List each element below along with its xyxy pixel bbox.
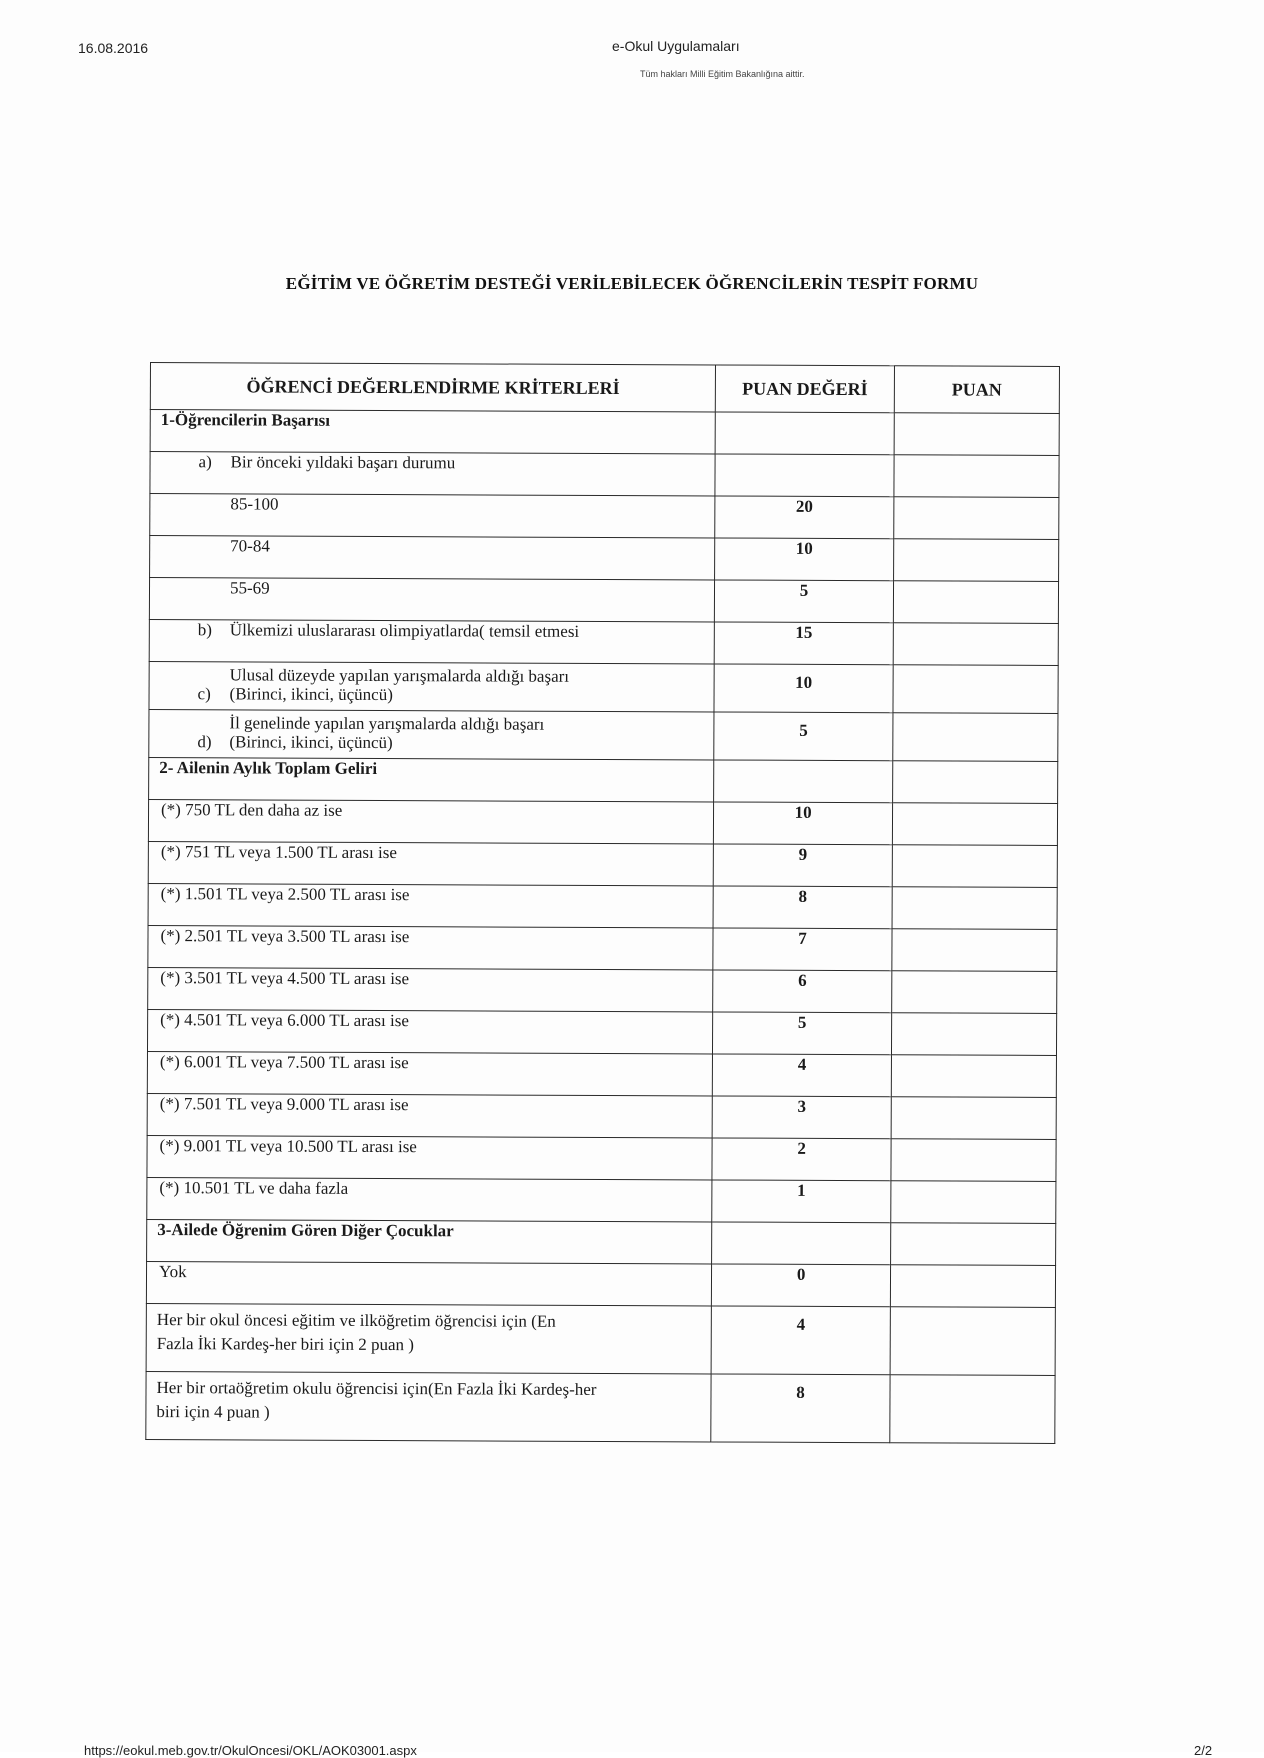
table-row — [147, 1093, 1056, 1139]
table-row — [149, 709, 1058, 761]
point-value: 9 — [714, 844, 892, 887]
table-row — [150, 452, 1059, 498]
points-cell[interactable] — [892, 887, 1057, 930]
point-value: 5 — [713, 1012, 891, 1055]
points-cell[interactable] — [891, 1055, 1056, 1098]
sibling-sublabel: Fazla İki Kardeş-her biri için 2 puan ) — [156, 1334, 415, 1355]
point-value: 8 — [711, 1374, 890, 1443]
empty-cell — [712, 1222, 890, 1265]
points-cell[interactable] — [891, 971, 1056, 1014]
print-date: 16.08.2016 — [78, 40, 149, 56]
empty-cell — [714, 760, 892, 803]
form-title: EĞİTİM VE ÖĞRETİM DESTEĞİ VERİLEBİLECEK ÖĞRENCİLERİN TESPİT FORMU — [285, 274, 979, 293]
section-2-row — [149, 757, 1058, 803]
points-cell[interactable] — [893, 623, 1058, 666]
table-row — [146, 1371, 1055, 1443]
criterion-c — [149, 661, 715, 711]
table-row — [149, 619, 1058, 665]
criterion-label: 70-84 — [150, 536, 716, 580]
income-label: (*) 6.001 TL veya 7.500 TL arası ise — [147, 1051, 713, 1095]
table-row — [147, 1135, 1056, 1181]
points-cell[interactable] — [890, 1307, 1056, 1376]
income-label: (*) 750 TL den daha az ise — [148, 799, 714, 843]
points-cell[interactable] — [890, 1265, 1055, 1308]
item-letter: a) — [198, 452, 212, 472]
point-value: 0 — [712, 1264, 890, 1307]
points-cell[interactable] — [893, 539, 1058, 582]
criterion-label: Ulusal düzeyde yapılan yarışmalarda aldığı başarı — [229, 665, 570, 686]
criterion-label: Ülkemizi uluslararası olimpiyatlarda( temsil etmesi — [229, 620, 580, 641]
income-label: (*) 4.501 TL veya 6.000 TL arası ise — [147, 1009, 713, 1053]
criterion-label: Bir önceki yıldaki başarı durumu — [230, 452, 456, 473]
criterion-label-block — [230, 665, 570, 704]
criteria-table — [145, 362, 1060, 1444]
empty-cell — [715, 454, 893, 497]
point-value: 2 — [712, 1138, 890, 1181]
income-label: (*) 1.501 TL veya 2.500 TL arası ise — [148, 883, 714, 927]
table-row — [146, 1303, 1055, 1375]
criterion-d — [149, 709, 715, 759]
point-value: 5 — [715, 580, 893, 623]
page-url: https://eokul.meb.gov.tr/OkulOncesi/OKL/AOK03001.aspx — [84, 1743, 417, 1758]
income-label: (*) 7.501 TL veya 9.000 TL arası ise — [147, 1093, 713, 1137]
points-cell[interactable] — [890, 1181, 1055, 1224]
points-cell[interactable] — [892, 713, 1057, 762]
point-value: 10 — [714, 664, 893, 713]
table-row — [148, 841, 1057, 887]
points-cell[interactable] — [892, 803, 1057, 846]
point-value: 10 — [715, 538, 893, 581]
income-label: (*) 10.501 TL ve daha fazla — [147, 1177, 713, 1221]
income-label: (*) 9.001 TL veya 10.500 TL arası ise — [147, 1135, 713, 1179]
criterion-label-block — [229, 713, 544, 752]
item-letter: d) — [197, 732, 212, 752]
point-value: 4 — [711, 1306, 890, 1375]
table-row — [148, 967, 1057, 1013]
section-2-title: 2- Ailenin Aylık Toplam Geliri — [149, 757, 715, 801]
points-cell[interactable] — [893, 497, 1058, 540]
sibling-label: Her bir ortaöğretim okulu öğrencisi için(En Fazla İki Kardeş-her — [156, 1378, 597, 1399]
point-value: 8 — [713, 886, 891, 929]
points-cell[interactable] — [891, 1013, 1056, 1056]
criterion-label: 85-100 — [150, 494, 716, 538]
points-cell[interactable] — [894, 455, 1059, 498]
criterion-sublabel: (Birinci, ikinci, üçüncü) — [229, 684, 393, 705]
criterion-label: İl genelinde yapılan yarışmalarda aldığı başarı — [229, 713, 545, 734]
criterion-a — [150, 452, 716, 496]
table-row — [149, 661, 1058, 713]
item-letter: b) — [197, 620, 213, 640]
point-value: 3 — [713, 1096, 891, 1139]
point-value: 7 — [713, 928, 891, 971]
sibling-label: Her bir okul öncesi eğitim ve ilköğretim öğrencisi için (En — [156, 1310, 556, 1331]
points-cell[interactable] — [890, 1223, 1055, 1266]
table-row — [148, 883, 1057, 929]
points-cell[interactable] — [890, 1375, 1056, 1444]
table-row — [148, 925, 1057, 971]
sibling-sublabel: biri için 4 puan ) — [156, 1402, 270, 1422]
table-row — [150, 536, 1059, 582]
point-value: 10 — [714, 802, 892, 845]
sibling-label-block — [146, 1303, 712, 1373]
income-label: (*) 751 TL veya 1.500 TL arası ise — [148, 841, 714, 885]
table-row — [150, 494, 1059, 540]
points-cell[interactable] — [893, 665, 1058, 714]
item-letter: c) — [197, 684, 211, 704]
points-cell[interactable] — [894, 413, 1059, 456]
points-cell[interactable] — [892, 929, 1057, 972]
table-row — [149, 578, 1058, 624]
empty-cell — [716, 412, 894, 455]
point-value: 5 — [714, 712, 893, 761]
point-value: 6 — [713, 970, 891, 1013]
criterion-sublabel: (Birinci, ikinci, üçüncü) — [229, 732, 393, 753]
income-label: (*) 3.501 TL veya 4.500 TL arası ise — [148, 967, 714, 1011]
point-value: 15 — [715, 622, 893, 665]
table-row — [147, 1009, 1056, 1055]
page-number: 2/2 — [1194, 1743, 1213, 1758]
income-label: (*) 2.501 TL veya 3.500 TL arası ise — [148, 925, 714, 969]
section-3-row — [147, 1219, 1056, 1265]
point-value: 20 — [715, 496, 893, 539]
section-1-row — [150, 410, 1059, 456]
points-cell[interactable] — [893, 581, 1058, 624]
table-header-row — [150, 363, 1059, 414]
points-cell[interactable] — [891, 1139, 1056, 1182]
table-row — [148, 799, 1057, 845]
col-points-header: PUAN — [894, 366, 1059, 414]
sibling-label-block — [146, 1371, 712, 1441]
section-3-title: 3-Ailede Öğrenim Gören Diğer Çocuklar — [147, 1219, 713, 1263]
points-cell[interactable] — [892, 845, 1057, 888]
col-point-value-header: PUAN DEĞERİ — [716, 365, 895, 413]
section-1-title: 1-Öğrencilerin Başarısı — [150, 410, 716, 454]
criterion-label: 55-69 — [149, 578, 715, 622]
table-row — [147, 1051, 1056, 1097]
point-value: 1 — [712, 1180, 890, 1223]
copyright-note: Tüm hakları Milli Eğitim Bakanlığına aittir. — [640, 69, 805, 79]
points-cell[interactable] — [891, 1097, 1056, 1140]
table-row — [146, 1261, 1055, 1307]
criterion-b — [149, 619, 715, 663]
table-row — [147, 1177, 1056, 1223]
sibling-label: Yok — [146, 1261, 712, 1305]
point-value: 4 — [713, 1054, 891, 1097]
col-criteria-header: ÖĞRENCİ DEĞERLENDİRME KRİTERLERİ — [150, 363, 716, 412]
points-cell[interactable] — [892, 761, 1057, 804]
app-title: e-Okul Uygulamaları — [612, 38, 740, 54]
